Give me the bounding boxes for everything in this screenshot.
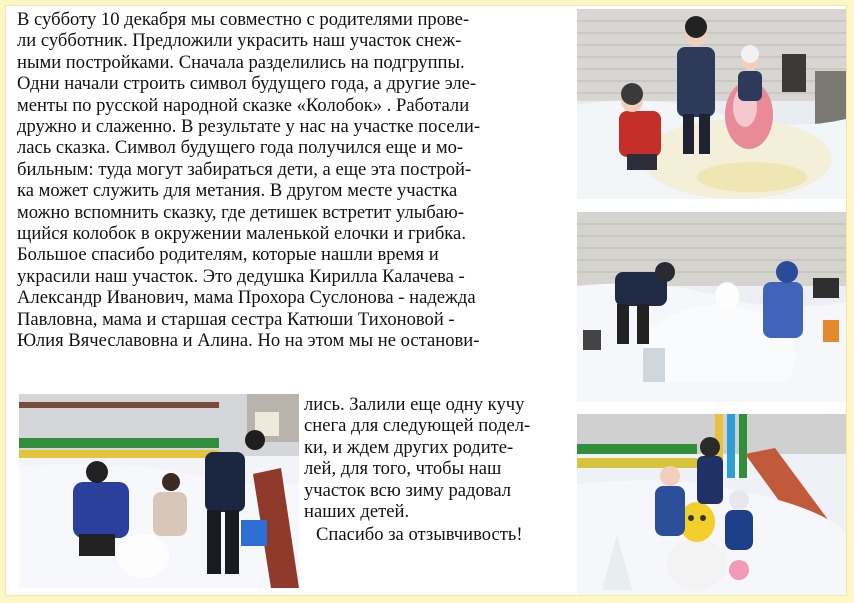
text-line: Юлия Вячеславовна и Алина. Но на этом мы не останови- (17, 330, 480, 352)
photo-kolobok (577, 414, 846, 595)
text-line: лась сказка. Символ будущего года получился еще и мо- (17, 137, 464, 159)
text-line: снега для следующей подел- (304, 415, 531, 437)
thanks-line: Спасибо за отзывчивость! (316, 524, 523, 546)
text-line: менты по русской народной сказке «Колобок» . Работали (17, 94, 470, 116)
photo-snow-building-image (577, 212, 846, 402)
text-line: ки, и ждем других родите- (304, 436, 514, 458)
article-text-bottom (304, 394, 572, 546)
text-line: Большое спасибо родителям, которые нашли время и (17, 244, 439, 266)
text-line: лей, для того, чтобы наш (304, 458, 502, 480)
photo-snow-figure-image (577, 9, 846, 199)
text-line: наших детей. (304, 501, 410, 523)
photo-kolobok-image (577, 414, 846, 595)
text-line: щийся колобок в окружении маленькой елочки и грибка. (17, 223, 466, 245)
text-line: Павловна, мама и старшая сестра Катюши Тихоновой - (17, 308, 455, 330)
text-line: Одни начали строить символ будущего года, а другие эле- (17, 73, 477, 95)
text-line: украсили наш участок. Это дедушка Кирилла Калачева - (17, 265, 465, 287)
photo-snowballs-image (19, 394, 299, 588)
text-line: дружно и слаженно. В результате у нас на участке посели- (17, 116, 481, 138)
text-line: можно вспомнить сказку, где детишек встретит улыбаю- (17, 201, 465, 223)
photo-snow-building (577, 212, 846, 402)
article-text-top (17, 9, 573, 352)
text-line: участок всю зиму радовал (304, 479, 512, 501)
text-line: ли субботник. Предложили украсить наш участок снеж- (17, 30, 462, 52)
text-line: В субботу 10 декабря мы совместно с родителями прове- (17, 9, 470, 30)
text-line: ными постройками. Сначала разделились на подгруппы. (17, 51, 465, 73)
text-line: ка может служить для метания. В другом месте участка (17, 180, 458, 202)
text-line: лись. Залили еще одну кучу (304, 394, 525, 415)
photo-snow-figure (577, 9, 846, 199)
text-line: бильным: туда могут забираться дети, а еще эта построй- (17, 158, 472, 180)
text-line: Александр Иванович, мама Прохора Суслонова - надежда (17, 287, 476, 309)
photo-snowballs (19, 394, 299, 588)
